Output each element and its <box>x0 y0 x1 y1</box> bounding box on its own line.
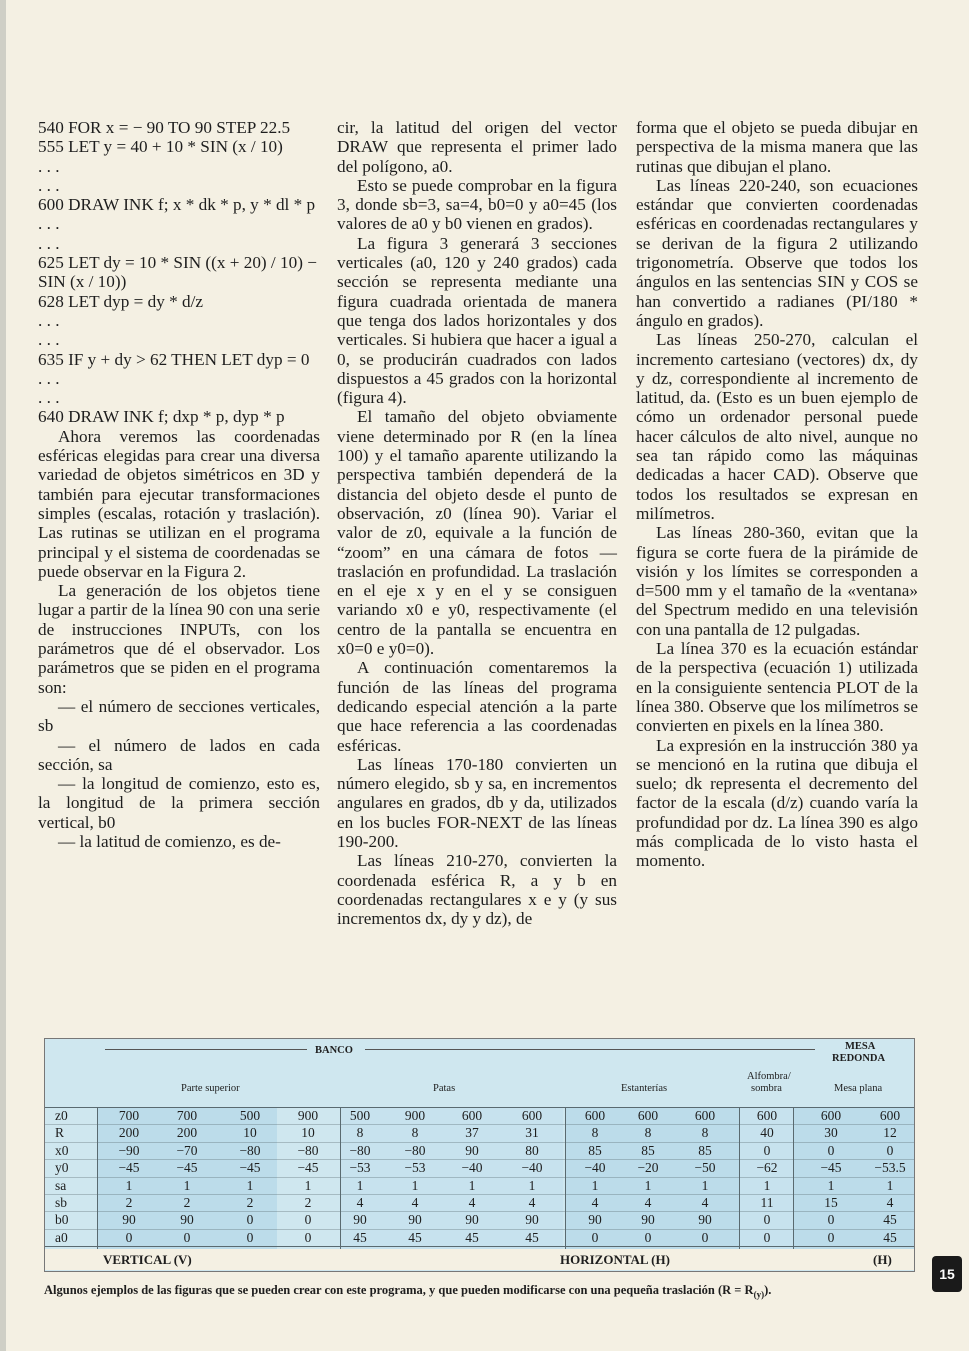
table-cell: 1 <box>356 1177 364 1193</box>
code-line: . . . <box>38 175 60 195</box>
code-line: 625 LET dy = 10 * SIN ((x + 20) / 10) − SIN (x / 10)) <box>38 253 317 292</box>
table-cell: 4 <box>701 1195 709 1210</box>
table-cell: −45 <box>118 1160 140 1176</box>
table-cell: 8 <box>591 1125 599 1141</box>
table-cell: 30 <box>824 1125 838 1141</box>
table-cell: 900 <box>404 1108 426 1123</box>
paragraph: A continuación comentaremos la función de las líneas del programa dedicando especial atención a la parte que hace referencia a las coordenadas esféricas. <box>337 658 617 755</box>
basic-code-listing <box>38 118 320 427</box>
table-caption <box>44 1283 914 1300</box>
table-cell: 4 <box>644 1195 652 1210</box>
table-cell: 1 <box>468 1177 476 1193</box>
table-cell: 90 <box>588 1212 602 1228</box>
table-cell: −62 <box>756 1160 778 1176</box>
table-cell: 2 <box>304 1195 312 1210</box>
table-cell: 8 <box>356 1125 364 1141</box>
table-cell: 0 <box>827 1142 835 1158</box>
table-cell: −80 <box>239 1142 261 1158</box>
code-line: . . . <box>38 156 60 176</box>
table-cell: 85 <box>698 1142 712 1158</box>
table-cell: 1 <box>304 1177 312 1193</box>
row-label: b0 <box>55 1212 69 1228</box>
table-cell: 900 <box>297 1108 319 1123</box>
table-cell: −50 <box>694 1160 716 1176</box>
table-cell: 45 <box>883 1229 897 1245</box>
table-cell: 90 <box>525 1212 539 1228</box>
paragraph: Las líneas 220-240, son ecuaciones estándar que convierten coordenadas esféricas en coordenadas rectangulares y se derivan de la figura 2 utilizando trigonometría. Observe que todos los ángulos en las sentencias SIN y COS se han convertido a radianes (PI/180 * ángulo en grados). <box>636 175 918 330</box>
header-redonda: REDONDA <box>832 1053 886 1064</box>
table-cell: 45 <box>353 1229 367 1245</box>
code-line: . . . <box>38 214 60 234</box>
paragraph: El tamaño del objeto obviamente viene determinado por R (en la línea 100) y el tamaño aparente utilizando la perspectiva también dependerá de la distancia del objeto desde el punto de observación, z0 (línea 90). Variar el valor de z0, equivale a la función de “zoom” en una cámara de fotos — traslación en profundidad. La traslación en el eje x y en el y se consiguen variando x0 e y0, respectivamente (el centro de la pantalla se encuentra en x0=0 e y0=0). <box>337 407 617 659</box>
paragraph: forma que el objeto se pueda dibujar en perspectiva de la misma manera que las rutinas que dibujan el plano. <box>636 118 918 176</box>
table-cell: 0 <box>591 1229 599 1245</box>
paragraph: Las líneas 250-270, calculan el incremento cartesiano (vectores) dx, dy y dz, correspondiente al incremento de latitud, da. (Esto es un buen ejemplo de cómo un ordenador personal puede hacer cálculos de alto nivel, aunque no sea tan rápido como las máquinas dedicadas a hacer CAD). Observe que todos los resultados se expresan en milímetros. <box>636 330 918 523</box>
code-line: . . . <box>38 310 60 330</box>
table-cell: 700 <box>176 1108 198 1123</box>
table-cell: 90 <box>641 1212 655 1228</box>
paragraph: La figura 3 generará 3 secciones verticales (a0, 120 y 240 grados) cada sección se representa mediante una figura cuadrada orientada de manera que tenga dos lados horizontales y dos verticales. Si hubiera que hacer a igual a 0, se producirán cuadrados con lados dispuestos a 45 grados con la horizontal (figura 4). <box>337 233 617 408</box>
code-line: . . . <box>38 233 60 253</box>
header-sombra: sombra <box>751 1083 782 1094</box>
table-cell: 4 <box>591 1195 599 1210</box>
code-line: . . . <box>38 330 60 350</box>
table-cell: −80 <box>349 1142 371 1158</box>
table-cell: 0 <box>304 1229 312 1245</box>
table-cell: 4 <box>356 1195 364 1210</box>
table-cell: 85 <box>588 1142 602 1158</box>
list-item: — la longitud de comienzo, esto es, la longitud de la primera sección vertical, b0 <box>38 774 320 832</box>
table-cell: 90 <box>465 1212 479 1228</box>
table-cell: 1 <box>183 1177 191 1193</box>
paragraph: La generación de los objetos tiene lugar a partir de la línea 90 con una serie de instrucciones INPUTs, con los parámetros que dé el observador. Los parámetros que se piden en el programa son: <box>38 581 320 697</box>
table-cell: 45 <box>525 1229 539 1245</box>
table-footer <box>45 1249 914 1270</box>
code-line: 640 DRAW INK f; dxp * p, dyp * p <box>38 407 285 427</box>
table-cell: 45 <box>883 1212 897 1228</box>
header-mesa-plana: Mesa plana <box>834 1083 883 1094</box>
table-cell: 1 <box>246 1177 254 1193</box>
table-cell: 8 <box>411 1125 419 1141</box>
table-cell: −45 <box>820 1160 842 1176</box>
table-cell: −80 <box>404 1142 426 1158</box>
table-cell: −90 <box>118 1142 140 1158</box>
table-cell: 31 <box>525 1125 539 1141</box>
table-cell: 600 <box>694 1108 716 1123</box>
header-mesa: MESA <box>845 1041 876 1052</box>
table-cell: −53.5 <box>874 1160 906 1176</box>
table-row <box>45 1108 914 1124</box>
table-cell: 40 <box>760 1125 774 1141</box>
row-label: z0 <box>55 1108 68 1123</box>
paragraph: Esto se puede comprobar en la figura 3, donde sb=3, sa=4, b0=0 y a0=45 (los valores de a0 y b0 vienen en grados). <box>337 175 617 234</box>
paragraph: Ahora veremos las coordenadas esféricas elegidas para crear una diversa variedad de objetos simétricos en 3D y también para ejecutar transformaciones simples (escalas, rotación y traslación). Las rutinas se utilizan en el programa principal y el sistema de coordenadas se puede observar en la Figura 2. <box>38 426 320 581</box>
table-cell: 0 <box>304 1212 312 1228</box>
table-cell: 0 <box>701 1229 709 1245</box>
table-cell: 600 <box>820 1108 842 1123</box>
row-label: y0 <box>55 1160 69 1176</box>
paragraph: Las líneas 210-270, convierten la coordenada esférica R, a y b en coordenadas rectangulares x e y (y sus incrementos dx, dy y dz), de <box>337 851 617 929</box>
header-rule <box>105 1049 307 1050</box>
list-item: — el número de secciones verticales, sb <box>38 696 320 736</box>
code-line: 555 LET y = 40 + 10 * SIN (x / 10) <box>38 137 283 157</box>
table-row <box>45 1125 914 1141</box>
table-cell: −80 <box>297 1142 319 1158</box>
row-label: sa <box>55 1177 67 1193</box>
table-row <box>45 1143 914 1159</box>
table-cell: 90 <box>698 1212 712 1228</box>
paragraph: Las líneas 170-180 convierten un número elegido, sb y sa, en incrementos angulares en grados, db y da, utilizados en los bucles FOR-NEXT de las líneas 190-200. <box>337 754 617 851</box>
text-column-1 <box>38 118 320 851</box>
table-cell: 1 <box>591 1177 599 1193</box>
code-line: . . . <box>38 368 60 388</box>
row-divider <box>45 1246 914 1247</box>
table-cell: 15 <box>824 1195 838 1210</box>
table-cell: 0 <box>827 1229 835 1245</box>
table-cell: −70 <box>176 1142 198 1158</box>
table-cell: 10 <box>243 1125 257 1141</box>
table-cell: −40 <box>461 1160 483 1176</box>
table-cell: 0 <box>125 1229 133 1245</box>
paragraph: La línea 370 es la ecuación estándar de la perspectiva (ecuación 1) utilizada en la consiguiente sentencia PLOT de la línea 380. Observe que los milímetros se convierten en pixels en la línea 380. <box>636 639 918 736</box>
list-item: — el número de lados en cada sección, sa <box>38 735 320 774</box>
table-cell: 0 <box>763 1229 771 1245</box>
table-cell: 90 <box>408 1212 422 1228</box>
table-cell: 600 <box>879 1108 901 1123</box>
footer-vertical: VERTICAL (V) <box>103 1252 192 1267</box>
table-cell: 600 <box>521 1108 543 1123</box>
caption-subscript: (y) <box>753 1289 765 1300</box>
text-column-2 <box>337 118 617 928</box>
table-cell: 0 <box>246 1229 254 1245</box>
table-cell: 45 <box>408 1229 422 1245</box>
table-cell: −53 <box>404 1160 426 1176</box>
row-label: R <box>55 1125 65 1141</box>
table-cell: 2 <box>183 1195 191 1210</box>
table-cell: 600 <box>584 1108 606 1123</box>
table-cell: 0 <box>246 1212 254 1228</box>
table-cell: 1 <box>528 1177 536 1193</box>
table-cell: 500 <box>239 1108 261 1123</box>
table-cell: −53 <box>349 1160 371 1176</box>
table-cell: 4 <box>528 1195 536 1210</box>
header-estanterias: Estanterías <box>621 1083 668 1094</box>
table-cell: 90 <box>180 1212 194 1228</box>
table-cell: 600 <box>461 1108 483 1123</box>
table-cell: 11 <box>760 1195 774 1210</box>
table-cell: −40 <box>521 1160 543 1176</box>
table-cell: 1 <box>886 1177 894 1193</box>
table-cell: −45 <box>297 1160 319 1176</box>
page-number-badge <box>932 1256 962 1292</box>
header-patas: Patas <box>433 1083 456 1094</box>
header-banco: BANCO <box>315 1045 353 1056</box>
table-cell: 0 <box>763 1212 771 1228</box>
table-cell: 85 <box>641 1142 655 1158</box>
table-cell: −20 <box>637 1160 659 1176</box>
table-cell: 600 <box>637 1108 659 1123</box>
table-cell: 0 <box>827 1212 835 1228</box>
table-cell: 200 <box>118 1125 140 1141</box>
table-cell: 12 <box>883 1125 897 1141</box>
page-edge <box>0 0 6 1351</box>
table-row <box>45 1160 914 1176</box>
table-row <box>45 1230 914 1246</box>
table-cell: 1 <box>644 1177 652 1193</box>
page-number: 15 <box>939 1266 955 1282</box>
table-cell: 0 <box>886 1142 894 1158</box>
parameters-table <box>44 1038 915 1272</box>
header-alfombra: Alfombra/ <box>747 1071 791 1082</box>
table-cell: 200 <box>176 1125 198 1141</box>
code-line: 635 IF y + dy > 62 THEN LET dyp = 0 <box>38 349 310 369</box>
table-cell: 4 <box>411 1195 419 1210</box>
table-cell: 1 <box>701 1177 709 1193</box>
table-cell: 0 <box>644 1229 652 1245</box>
table-row <box>45 1212 914 1228</box>
table-cell: 90 <box>353 1212 367 1228</box>
table-cell: 1 <box>125 1177 133 1193</box>
table-cell: 45 <box>465 1229 479 1245</box>
table-cell: 90 <box>122 1212 136 1228</box>
caption-end: ). <box>764 1283 772 1297</box>
table-cell: 37 <box>465 1125 479 1141</box>
table-cell: 2 <box>125 1195 133 1210</box>
table-cell: 2 <box>246 1195 254 1210</box>
caption-text: Algunos ejemplos de las figuras que se pueden crear con este programa, y que pueden modificarse con una pequeña traslación (R = R <box>44 1283 754 1297</box>
code-line: . . . <box>38 388 60 408</box>
header-rule <box>365 1049 815 1050</box>
row-label: x0 <box>55 1142 69 1158</box>
table-cell: −40 <box>584 1160 606 1176</box>
paragraph: La expresión en la instrucción 380 ya se mencionó en la rutina que dibuja el suelo; dk representa el decremento del factor de la escala (d/z) cuando varía la profundidad por dz. La línea 390 es algo más complicada de lo visto hasta el momento. <box>636 735 918 871</box>
row-label: a0 <box>55 1229 68 1245</box>
table-cell: 80 <box>525 1142 539 1158</box>
table-cell: 8 <box>644 1125 652 1141</box>
paragraph: cir, la latitud del origen del vector DRAW que representa el primer lado del polígono, a0. <box>337 118 617 176</box>
header-parte-superior: Parte superior <box>181 1083 240 1094</box>
table-cell: 4 <box>886 1195 894 1210</box>
list-item: — la latitud de comienzo, es de- <box>58 831 281 851</box>
table-cell: 1 <box>411 1177 419 1193</box>
table-cell: 700 <box>118 1108 140 1123</box>
table-row <box>45 1178 914 1194</box>
table-cell: 600 <box>756 1108 778 1123</box>
code-line: 600 DRAW INK f; x * dk * p, y * dl * p <box>38 195 316 215</box>
table-header <box>45 1039 914 1102</box>
table-cell: 90 <box>465 1142 479 1158</box>
table-cell: −45 <box>176 1160 198 1176</box>
text-column-3 <box>636 118 918 871</box>
table-cell: 4 <box>468 1195 476 1210</box>
paragraph: Las líneas 280-360, evitan que la figura se corte fuera de la pirámide de visión y los límites se corresponden a d=500 mm y el tamaño de la «ventana» del Spectrum medido en una televisión con una pantalla de 12 pulgadas. <box>636 523 918 639</box>
footer-horizontal: HORIZONTAL (H) <box>560 1252 670 1267</box>
table-row <box>45 1195 914 1211</box>
table-cell: 0 <box>763 1142 771 1158</box>
table-cell: −45 <box>239 1160 261 1176</box>
table-cell: 8 <box>701 1125 709 1141</box>
code-line: 628 LET dyp = dy * d/z <box>38 291 204 311</box>
table-cell: 500 <box>349 1108 371 1123</box>
code-line: 540 FOR x = − 90 TO 90 STEP 22.5 <box>38 118 291 137</box>
row-label: sb <box>55 1195 68 1210</box>
table-cell: 10 <box>301 1125 315 1141</box>
footer-h: (H) <box>873 1252 892 1267</box>
table-cell: 1 <box>763 1177 771 1193</box>
table-cell: 0 <box>183 1229 191 1245</box>
table-cell: 1 <box>827 1177 835 1193</box>
